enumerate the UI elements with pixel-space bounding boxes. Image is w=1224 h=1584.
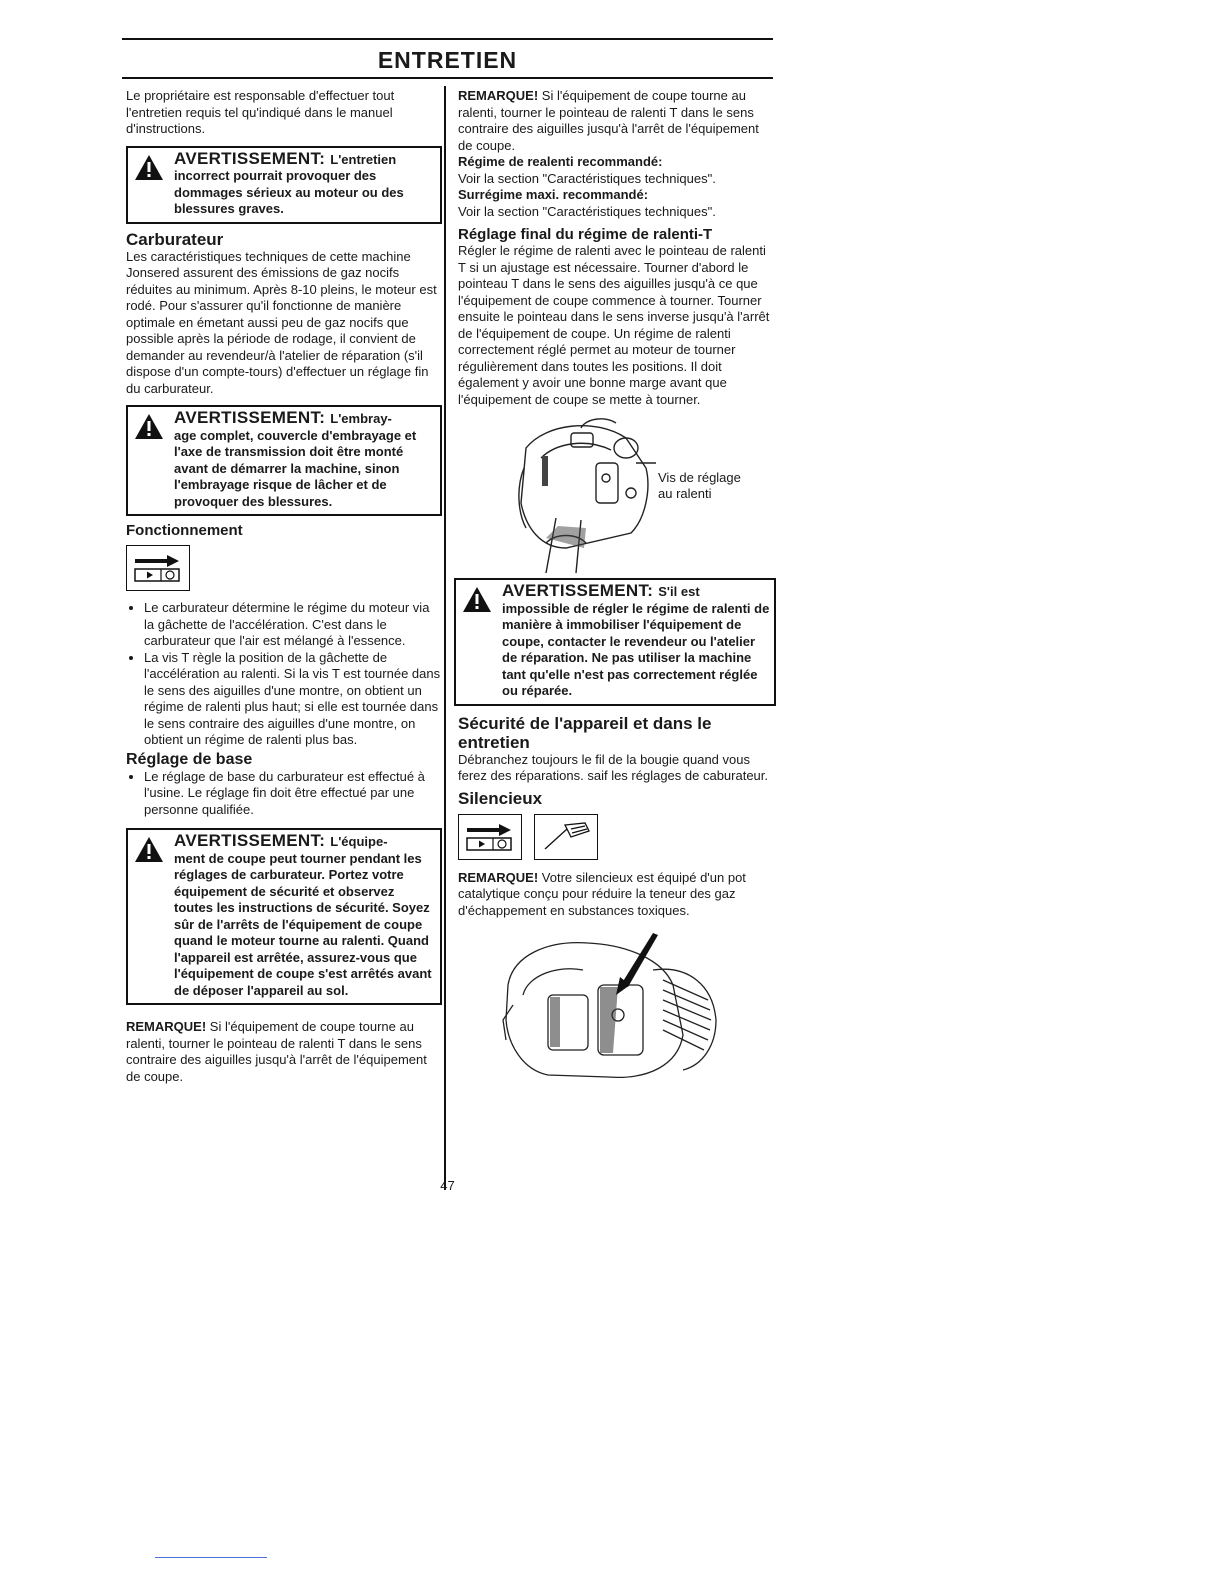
section-heading-carburateur: Carburateur	[126, 229, 224, 249]
bottom-rule	[155, 1557, 267, 1558]
list-item: • Le carburateur détermine le régime du moteur via la gâchette de l'accélération. C'est dans le carburateur que l'air est mélangé à l'essence.	[144, 600, 442, 650]
warning-icon	[134, 154, 164, 181]
warning-lead: L'entretien	[330, 151, 397, 167]
ralenti-heading: Régime de realenti recommandé:	[458, 154, 663, 169]
section-heading-securite: Sécurité de l'appareil et dans le entretien	[458, 713, 712, 752]
warning-icon	[134, 413, 164, 440]
warning-lead: L'équipe-	[330, 834, 388, 849]
figure-label-line: Vis de réglage	[658, 470, 741, 485]
warning-box-idle	[454, 578, 776, 706]
figure-label-idle-screw	[658, 470, 741, 502]
brush-icon	[537, 817, 595, 857]
maxi-text: Voir la section "Caractéristiques techniques".	[458, 203, 716, 219]
top-rule	[122, 38, 773, 40]
procedure-icon-box	[458, 814, 522, 860]
fonctionnement-list	[126, 600, 442, 749]
warning-body: impossible de régler le régime de ralenti de manière à immobiliser l'équipement de coupe, contacter le revendeur ou l'atelier de réparation. Ne pas utiliser la machine tant qu'elle n'est pas correctement réglée ou réparée.	[502, 600, 770, 698]
page-title: ENTRETIEN	[377, 47, 518, 73]
warning-body: incorrect pourrait provoquer des dommages sérieux au moteur ou des blessures graves.	[174, 168, 404, 216]
idle-screw-figure	[458, 408, 772, 578]
remarque-label: REMARQUE!	[458, 88, 539, 103]
warning-lead: S'il est	[658, 584, 700, 599]
list-item: • Le réglage de base du carburateur est effectué à l'usine. Le réglage fin doit être effectué par une personne qualifiée.	[144, 769, 442, 819]
right-column	[458, 88, 772, 1090]
figure-label-line: au ralenti	[658, 486, 712, 501]
trimmer-engine-illustration	[486, 408, 686, 578]
silencieux-icons	[458, 814, 772, 864]
title-rule	[122, 77, 773, 79]
reglage-final-text: Régler le régime de ralenti avec le pointeau de ralenti T si un ajustage est nécessaire. Tourner d'abord le pointeau T dans le sens des aiguilles jusqu'à ce que l'équipement de coupe commence à tourner. Tourner ensuite le pointeau dans le sens inverse jusqu'à l'arrêt de l'équipement de coupe. Un régime de ralenti correctement réglé permet au moteur de tourner régulièrement dans toutes les positions. Il doit également y avoir une bonne marge avant que l'équipement de coupe se mette à tourner.	[458, 243, 770, 407]
warning-body: age complet, couvercle d'embrayage et l'axe de transmission doit être monté avant de démarrer la machine, sinon l'embrayage risque de lâcher et de provoquer des blessures.	[174, 427, 417, 509]
warning-icon	[462, 586, 492, 613]
operating-arrow-icon	[133, 552, 183, 582]
muffler-engine-illustration	[488, 925, 728, 1090]
remarque-note-right	[458, 88, 772, 154]
remarque-silencieux	[458, 870, 772, 920]
intro-text: Le propriétaire est responsable d'effectuer tout l'entretien requis tel qu'indiqué dans le manuel d'instructions.	[126, 88, 395, 136]
subheading-fonctionnement: Fonctionnement	[126, 522, 243, 539]
left-column	[126, 88, 442, 1085]
warning-title: AVERTISSEMENT:	[174, 408, 326, 427]
section-heading-silencieux: Silencieux	[458, 788, 543, 808]
subheading-reglage-de-base: Réglage de base	[126, 750, 253, 768]
warning-lead: L'embray-	[330, 411, 392, 426]
remarque-text: Si l'équipement de coupe tourne au ralenti, tourner le pointeau de ralenti T dans le sens contraire des aiguilles jusqu'à l'arrêt de l'équipement de coupe.	[126, 1019, 427, 1084]
remarque-label: REMARQUE!	[126, 1019, 207, 1034]
warning-title: AVERTISSEMENT:	[174, 148, 326, 168]
warning-icon	[134, 836, 164, 863]
procedure-icon-box	[126, 545, 190, 591]
warning-title: AVERTISSEMENT:	[502, 581, 654, 600]
subheading-reglage-final: Réglage final du régime de ralenti-T	[458, 226, 713, 243]
warning-box-clutch	[126, 405, 442, 516]
list-item: • La vis T règle la position de la gâchette de l'accélération au ralenti. Si la vis T est tournée dans le sens des aiguilles d'une montre, on obtient un régime de ralenti plus haut; si elle est tournée dans le sens contraire des aiguilles d'une montre, on obtient un régime de ralenti plus bas.	[144, 650, 442, 749]
warning-body: ment de coupe peut tourner pendant les réglages de carburateur. Portez votre équipement de sécurité et observez toutes les instructions de sécurité. Soyez sûr de l'arrêts de l'équipement de coupe quand le moteur tourne au ralenti. Quand l'appareil est arrêtée, assurez-vous que l'équipement de coupe s'est arrêtés avant de déposer l'appareil au sol.	[174, 850, 432, 998]
column-divider	[444, 86, 446, 1190]
page-number: 47	[440, 1178, 455, 1193]
warning-box-cutting-equipment	[126, 828, 442, 1005]
operating-arrow-icon	[465, 821, 515, 851]
securite-text: Débranchez toujours le fil de la bougie quand vous ferez des réparations. saif les réglages de caburateur.	[458, 751, 769, 783]
warning-title: AVERTISSEMENT:	[174, 831, 326, 850]
remarque-text: Votre silencieux est équipé d'un pot catalytique conçu pour réduire la teneur des gaz d'échappement en substances toxiques.	[458, 869, 746, 918]
ralenti-text: Voir la section "Caractéristiques techniques".	[458, 170, 716, 186]
warning-box-maintenance	[126, 146, 442, 224]
remarque-note-left	[126, 1019, 442, 1085]
muffler-figure	[458, 925, 772, 1090]
remarque-label: REMARQUE!	[458, 869, 539, 885]
carburateur-text: Les caractéristiques techniques de cette machine Jonsered assurent des émissions de gaz nocifs réduites au minimum. Après 8-10 pleins, le moteur est rodé. Pour s'assurer qu'il fonctionne de manière optimale en émetant aussi peu de gaz nocifs que possible après la période de rodage, il convient de demander au revendeur/à l'atelier de réparation (s'il dispose d'un compte-tours) d'effectuer un réglage fin du carburateur.	[126, 248, 437, 396]
maxi-heading: Surrégime maxi. recommandé:	[458, 187, 649, 202]
brush-icon-box	[534, 814, 598, 860]
remarque-text: Si l'équipement de coupe tourne au ralenti, tourner le pointeau de ralenti T dans le sens contraire des aiguilles jusqu'à l'arrêt de l'équipement de coupe.	[458, 88, 759, 153]
reglage-base-list	[126, 769, 442, 819]
